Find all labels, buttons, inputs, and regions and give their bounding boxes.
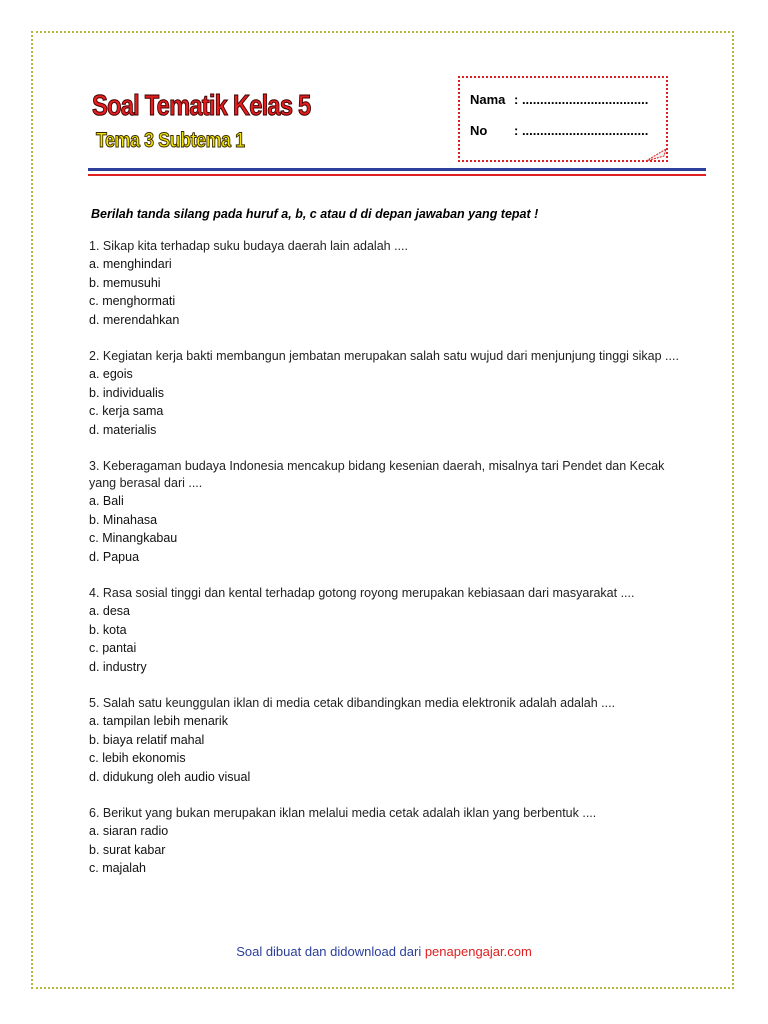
answer-option[interactable]: b. biaya relatif mahal (89, 732, 205, 747)
answer-option[interactable]: a. desa (89, 604, 131, 618)
student-id-box (458, 76, 668, 162)
answer-option[interactable]: b. memusuhi (89, 275, 161, 290)
question-text: 1. Sikap kita terhadap suku budaya daerah lain adalah .... (89, 239, 408, 253)
answer-option[interactable]: d. industry (89, 659, 147, 674)
name-row (470, 92, 648, 107)
question-item (89, 348, 689, 439)
name-label: Nama (470, 92, 506, 107)
question-text: 6. Berikut yang bukan merupakan iklan melalui media cetak adalah iklan yang berbentuk .... (89, 806, 597, 820)
answer-option[interactable]: b. surat kabar (89, 842, 166, 857)
question-text: 4. Rasa sosial tinggi dan kental terhadap gotong royong merupakan kebiasaan dari masyarakat .... (89, 586, 635, 600)
question-text: 3. Keberagaman budaya Indonesia mencakup bidang kesenian daerah, misalnya tari Pendet dan Kecak yang berasal dari .... (89, 459, 665, 490)
answer-option[interactable]: b. individualis (89, 385, 165, 400)
question-text: 5. Salah satu keunggulan iklan di media cetak dibandingkan media elektronik adalah adalah .... (89, 696, 616, 710)
instruction-text: Berilah tanda silang pada huruf a, b, c atau d di depan jawaban yang tepat ! (91, 207, 539, 221)
answer-option[interactable]: d. Papua (89, 549, 140, 564)
header-divider-blue (88, 168, 706, 171)
answer-option[interactable]: d. merendahkan (89, 312, 180, 327)
footer-link[interactable]: penapengajar.com (424, 944, 532, 959)
question-item (89, 585, 689, 676)
answer-option[interactable]: a. siaran radio (89, 824, 169, 838)
question-item (89, 805, 689, 878)
answer-option[interactable]: c. lebih ekonomis (89, 751, 186, 765)
answer-option[interactable]: b. kota (89, 622, 127, 637)
question-text: 2. Kegiatan kerja bakti membangun jembatan merupakan salah satu wujud dari menjunjung tinggi sikap .... (89, 349, 679, 363)
answer-option[interactable]: a. menghindari (89, 257, 172, 271)
worksheet-title: Soal Tematik Kelas 5 (92, 90, 311, 122)
question-item (89, 695, 689, 786)
answer-option[interactable]: c. pantai (89, 641, 137, 655)
footer (0, 944, 768, 959)
answer-option[interactable]: d. didukung oleh audio visual (89, 769, 251, 784)
answer-option[interactable]: a. egois (89, 367, 133, 381)
worksheet-subtitle: Tema 3 Subtema 1 (96, 129, 245, 152)
answer-option[interactable]: a. tampilan lebih menarik (89, 714, 228, 728)
number-row (470, 123, 648, 138)
name-field[interactable]: : ................................... (514, 92, 649, 107)
answer-option[interactable]: c. menghormati (89, 294, 176, 308)
answer-option[interactable]: b. Minahasa (89, 512, 158, 527)
answer-option[interactable]: d. materialis (89, 422, 157, 437)
answer-option[interactable]: c. majalah (89, 861, 146, 875)
answer-option[interactable]: c. kerja sama (89, 404, 164, 418)
question-item (89, 238, 689, 329)
page-curl-icon (644, 148, 668, 162)
number-field[interactable]: : ................................... (514, 123, 649, 138)
number-label: No (470, 123, 488, 138)
footer-text: Soal dibuat dan didownload dari (236, 944, 425, 959)
answer-option[interactable]: c. Minangkabau (89, 531, 178, 545)
header-divider-red (88, 174, 706, 176)
question-list (89, 238, 689, 897)
question-item (89, 458, 689, 566)
answer-option[interactable]: a. Bali (89, 494, 124, 508)
